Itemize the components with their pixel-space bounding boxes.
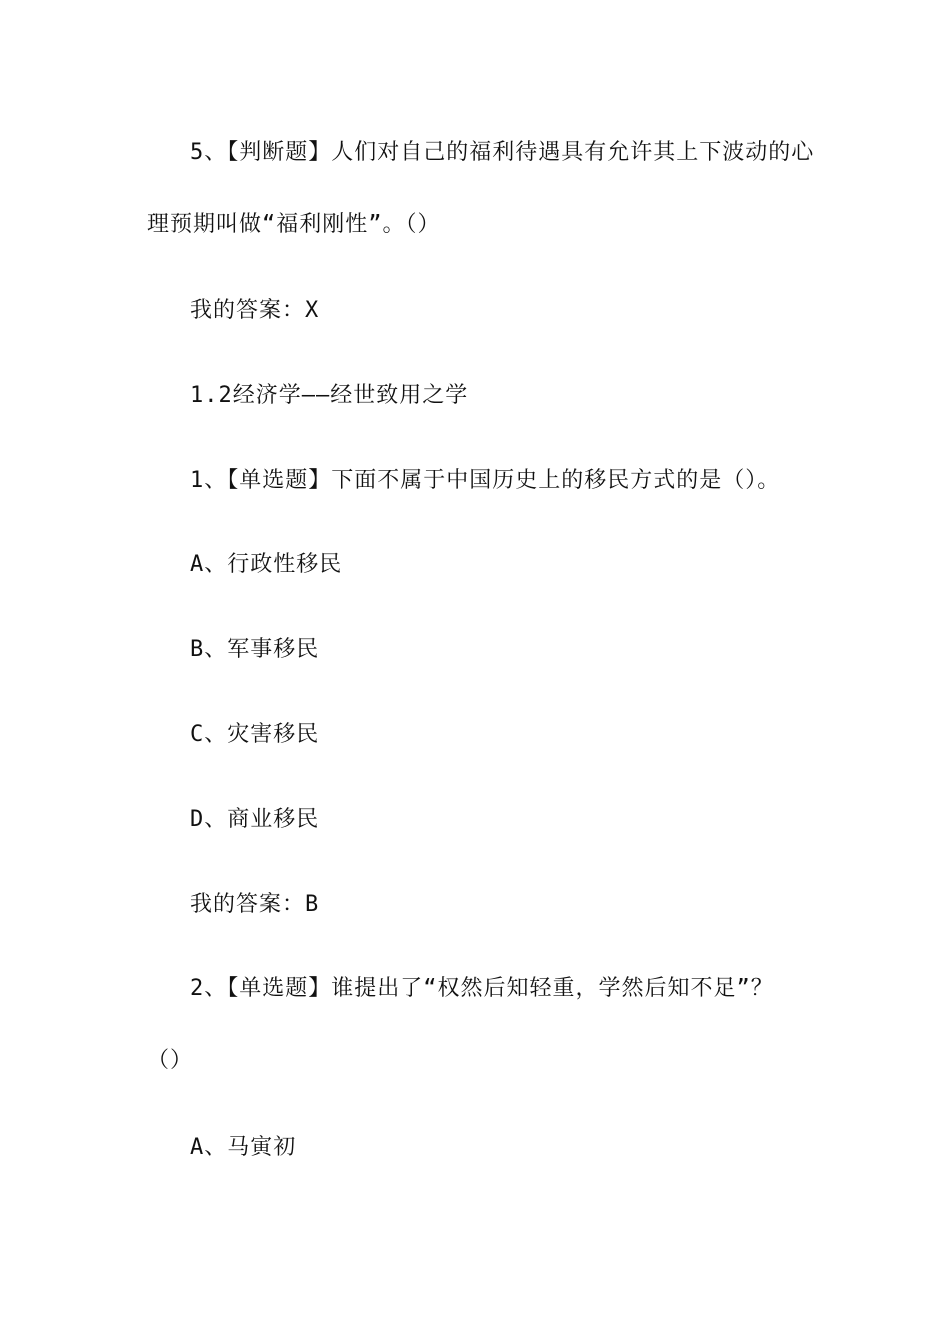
question-1-option-c: C、灾害移民 bbox=[190, 722, 320, 747]
question-1-option-b: B、军事移民 bbox=[190, 637, 320, 662]
question-1-answer: 我的答案：B bbox=[190, 892, 320, 917]
question-5-text-line-2: 理预期叫做“福利刚性”。（） bbox=[147, 212, 441, 237]
question-1-option-a: A、行政性移民 bbox=[190, 552, 343, 577]
question-2-option-a: A、马寅初 bbox=[190, 1135, 297, 1160]
question-2-text-line-1: 2、【单选题】谁提出了“权然后知轻重，学然后知不足”？ bbox=[190, 976, 774, 1001]
question-1-text: 1、【单选题】下面不属于中国历史上的移民方式的是（）。 bbox=[190, 468, 781, 493]
question-5-text-line-1: 5、【判断题】人们对自己的福利待遇具有允许其上下波动的心 bbox=[190, 140, 815, 165]
question-2-text-line-2: （） bbox=[147, 1048, 194, 1073]
question-5-answer: 我的答案：X bbox=[190, 298, 320, 323]
section-heading: 1.2经济学——经世致用之学 bbox=[190, 383, 469, 408]
question-1-option-d: D、商业移民 bbox=[190, 807, 320, 832]
